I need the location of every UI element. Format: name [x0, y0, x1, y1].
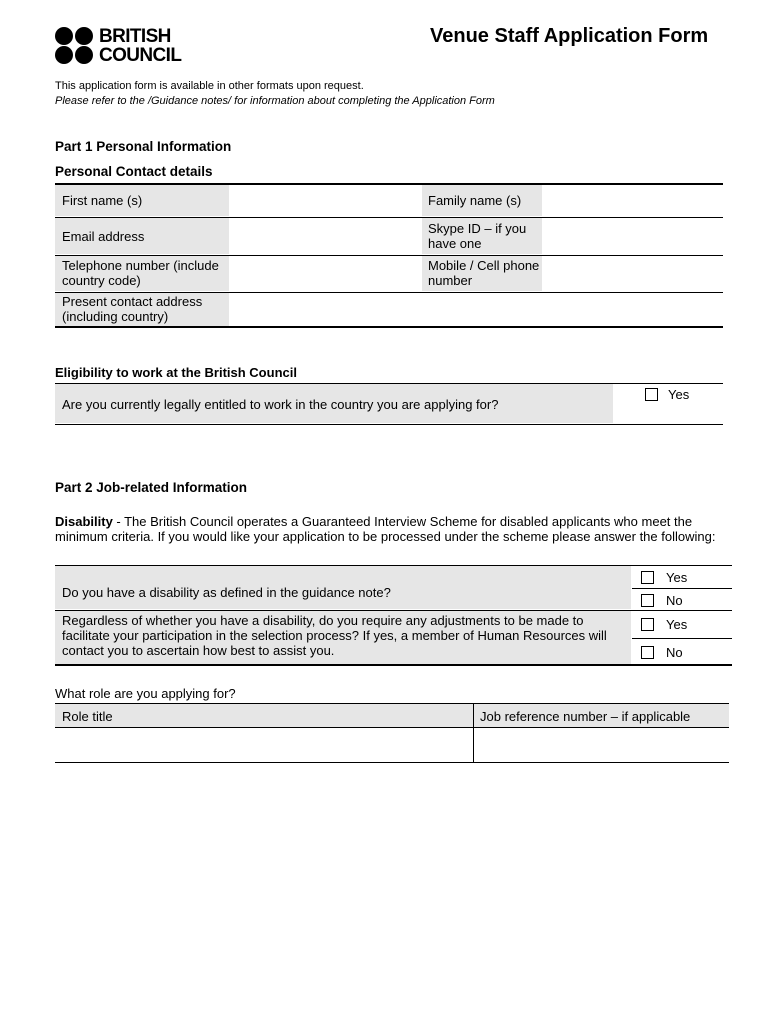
- mobile-label: Mobile / Cell phone number: [428, 258, 540, 288]
- eligibility-question: Are you currently legally entitled to work in the country you are applying for?: [62, 397, 499, 412]
- q2-yes-label: Yes: [666, 617, 688, 632]
- skype-label: Skype ID – if you have one: [428, 221, 527, 251]
- guidance-note: Please refer to the /Guidance notes/ for information about completing the Application Form: [55, 95, 495, 107]
- q2-no-label: No: [666, 645, 683, 660]
- disability-question-1: Do you have a disability as defined in the guidance note?: [62, 585, 391, 600]
- logo-dots-icon: [55, 27, 95, 65]
- q2-no-checkbox[interactable]: [641, 646, 654, 659]
- formats-note: This application form is available in other formats upon request.: [55, 80, 364, 92]
- part2-heading: Part 2 Job-related Information: [55, 480, 248, 495]
- family-name-field[interactable]: [543, 185, 723, 216]
- eligibility-yes-checkbox[interactable]: [645, 388, 658, 401]
- disability-question-2: Regardless of whether you have a disability, do you require any adjustments to be made to facilitate your participation in the selection process? If yes, a member of Human Resources will contact you to ascertain how best to assist you.: [62, 613, 607, 658]
- q2-yes-checkbox[interactable]: [641, 618, 654, 631]
- address-label: Present contact address (including country): [62, 294, 203, 324]
- first-name-field[interactable]: [230, 185, 420, 216]
- role-title-field[interactable]: [55, 728, 473, 762]
- address-field[interactable]: [230, 293, 723, 326]
- skype-field[interactable]: [543, 218, 723, 254]
- family-name-label: Family name (s): [428, 193, 522, 208]
- first-name-label: First name (s): [62, 193, 143, 208]
- email-label: Email address: [62, 229, 145, 244]
- q1-yes-checkbox[interactable]: [641, 571, 654, 584]
- logo-word-british: BRITISH: [99, 26, 171, 47]
- job-ref-label: Job reference number – if applicable: [480, 709, 691, 724]
- job-ref-field[interactable]: [474, 728, 729, 762]
- q1-no-label: No: [666, 593, 683, 608]
- email-field[interactable]: [230, 218, 420, 254]
- disability-label: Disability: [55, 514, 113, 529]
- page-title: Venue Staff Application Form: [430, 25, 709, 47]
- mobile-field[interactable]: [543, 256, 723, 291]
- q1-yes-label: Yes: [666, 570, 688, 585]
- role-title-label: Role title: [62, 709, 113, 724]
- eligibility-heading: Eligibility to work at the British Council: [55, 365, 297, 380]
- british-council-logo: [55, 27, 195, 67]
- role-question: What role are you applying for?: [55, 686, 236, 701]
- disability-paragraph: [55, 514, 735, 544]
- logo-word-council: COUNCIL: [99, 45, 182, 66]
- eligibility-yes-label: Yes: [668, 387, 690, 402]
- telephone-label: Telephone number (include country code): [62, 258, 219, 288]
- contact-details-heading: Personal Contact details: [55, 164, 213, 179]
- q1-no-checkbox[interactable]: [641, 594, 654, 607]
- telephone-field[interactable]: [230, 256, 420, 291]
- disability-text: - The British Council operates a Guaranteed Interview Scheme for disabled applicants who meet the minimum criteria. If you would like your application to be processed under the scheme please answer the following:: [55, 514, 716, 544]
- part1-heading: Part 1 Personal Information: [55, 139, 232, 154]
